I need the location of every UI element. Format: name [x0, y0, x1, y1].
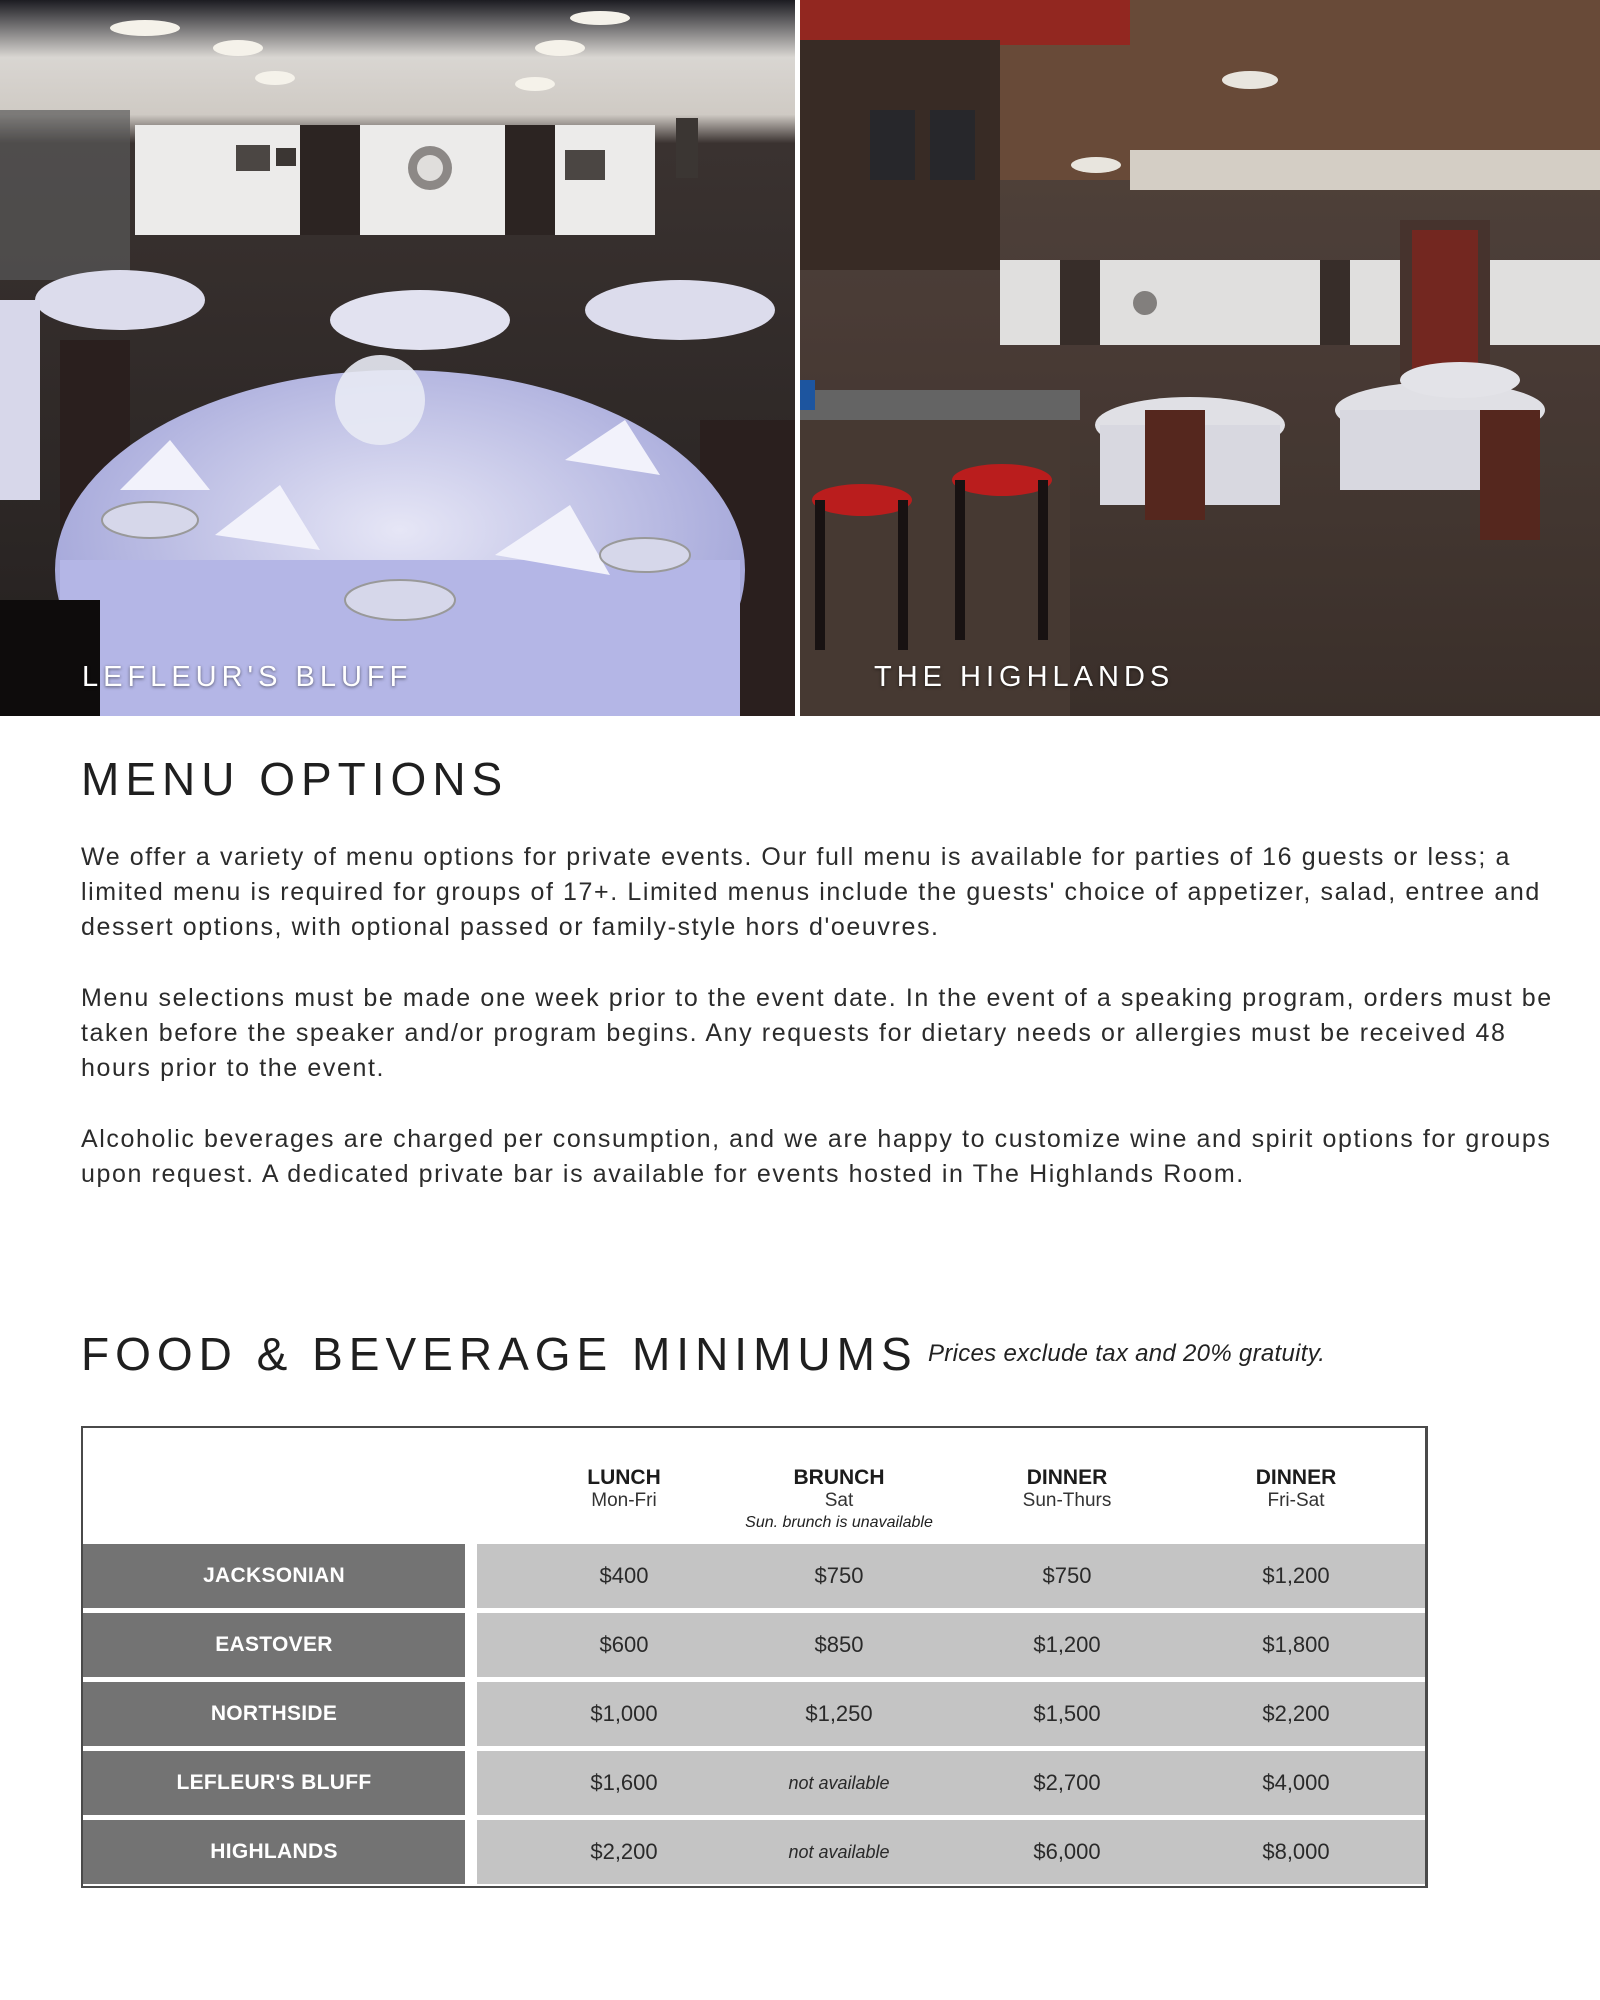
- room-name: EASTOVER: [83, 1613, 465, 1677]
- row-values: [477, 1613, 1425, 1677]
- table-row: [83, 1751, 1425, 1815]
- price-cell: $850: [814, 1632, 864, 1657]
- room-name: HIGHLANDS: [83, 1820, 465, 1884]
- price-cell: $2,700: [1033, 1770, 1101, 1795]
- price-cell: $1,500: [1033, 1701, 1101, 1726]
- price-cell: $2,200: [590, 1839, 658, 1864]
- price-cell: $1,250: [805, 1701, 873, 1726]
- meal-label: BRUNCH: [793, 1466, 885, 1489]
- price-cell-not-available: not available: [788, 1772, 890, 1793]
- price-cell: $1,600: [590, 1770, 658, 1795]
- price-cell: $4,000: [1262, 1770, 1330, 1795]
- photo-the-highlands: [800, 0, 1600, 716]
- table-row: [83, 1544, 1425, 1608]
- column-header-dinner-sun-thurs: [957, 1466, 1177, 1512]
- photo-lefleurs-bluff: [0, 0, 795, 716]
- menu-options-paragraph: Alcoholic beverages are charged per consumption, and we are happy to customize wine and spirit options for groups upon request. A dedicated private bar is available for events hosted in The Highlands Room.: [81, 1125, 1552, 1188]
- bar-dining-room-image: [800, 0, 1600, 716]
- price-cell: $1,200: [1033, 1632, 1101, 1657]
- table-row: [83, 1613, 1425, 1677]
- room-name: NORTHSIDE: [83, 1682, 465, 1746]
- hero-photos: [0, 0, 1600, 716]
- days-label: Fri-Sat: [1267, 1490, 1325, 1511]
- photo-caption: THE HIGHLANDS: [874, 661, 1175, 693]
- price-cell: $400: [599, 1563, 649, 1588]
- row-values: [477, 1544, 1425, 1608]
- price-cell: $1,000: [590, 1701, 658, 1726]
- days-label: Mon-Fri: [591, 1490, 657, 1511]
- meal-label: DINNER: [1255, 1466, 1337, 1489]
- column-header-dinner-fri-sat: [1186, 1466, 1406, 1512]
- price-cell: $6,000: [1033, 1839, 1101, 1864]
- row-values: [477, 1820, 1425, 1884]
- row-values: [477, 1682, 1425, 1746]
- room-name: LEFLEUR'S BLUFF: [83, 1751, 465, 1815]
- menu-options-paragraph: We offer a variety of menu options for private events. Our full menu is available for parties of 16 guests or less; a limited menu is required for groups of 17+. Limited menus include the guests' choice of appetizer, salad, entree and dessert options, with optional passed or family-style hors d'oeuvres.: [81, 843, 1541, 941]
- photo-caption: LEFLEUR'S BLUFF: [82, 661, 413, 693]
- price-cell-not-available: not available: [788, 1841, 890, 1862]
- price-cell: $1,200: [1262, 1563, 1330, 1588]
- row-values: [477, 1751, 1425, 1815]
- price-cell: $1,800: [1262, 1632, 1330, 1657]
- menu-options-heading: MENU OPTIONS: [81, 753, 509, 805]
- brunch-note: Sun. brunch is unavailable: [745, 1514, 933, 1531]
- price-cell: $750: [1042, 1563, 1092, 1588]
- price-cell: $8,000: [1262, 1839, 1330, 1864]
- column-header-brunch: [729, 1466, 949, 1534]
- price-cell: $750: [814, 1563, 864, 1588]
- days-label: Sat: [824, 1490, 854, 1511]
- minimums-table: [81, 1426, 1428, 1888]
- dining-room-image: [0, 0, 795, 716]
- minimums-heading: FOOD & BEVERAGE MINIMUMS: [81, 1328, 918, 1380]
- menu-options-paragraph: Menu selections must be made one week prior to the event date. In the event of a speaking program, orders must be taken before the speaker and/or program begins. Any requests for dietary needs or allergies must be received 48 hours prior to the event.: [81, 984, 1553, 1082]
- column-header-lunch: [514, 1466, 734, 1512]
- meal-label: DINNER: [1026, 1466, 1108, 1489]
- price-cell: $600: [599, 1632, 649, 1657]
- days-label: Sun-Thurs: [1022, 1490, 1112, 1511]
- price-cell: $2,200: [1262, 1701, 1330, 1726]
- meal-label: LUNCH: [587, 1466, 661, 1489]
- table-row: [83, 1682, 1425, 1746]
- room-name: JACKSONIAN: [83, 1544, 465, 1608]
- table-row: [83, 1820, 1425, 1884]
- pricing-note: Prices exclude tax and 20% gratuity.: [928, 1340, 1326, 1367]
